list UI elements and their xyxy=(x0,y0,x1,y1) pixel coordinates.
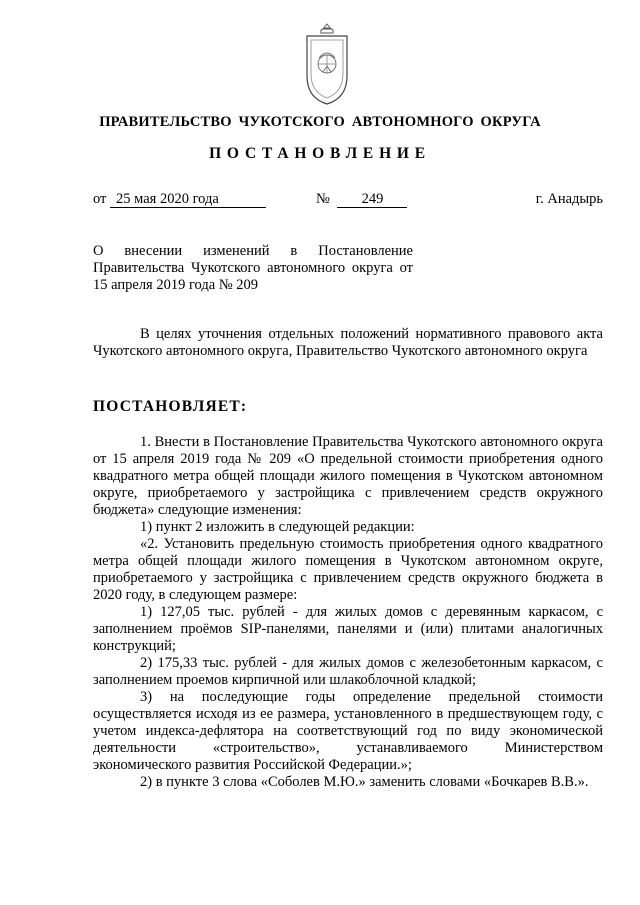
paragraph: 1) пункт 2 изложить в следующей редакции: xyxy=(140,519,415,535)
paragraph: 1) 127,05 тыс. рублей - для жилых домов с деревянным каркасом, с заполнением проёмов SIP-панелями, панелями и (или) плитами аналогичных конструкций; xyxy=(93,604,603,654)
paragraph: 2) 175,33 тыс. рублей - для жилых домов с железобетонным каркасом, с заполнением проемов кирпичной или шлакоблочной кладкой; xyxy=(93,655,603,688)
paragraph: 3) на последующие годы определение предельной стоимости осуществляется исходя из ее размера, установленного в предшествующем году, с учетом индекса-дефлятора на соответствующий год по виду экономической деятельности «строительство», устанавливаемого Министерством экономического развития Российской Федерации.»; xyxy=(93,689,603,773)
coat-of-arms-icon xyxy=(303,22,351,108)
date-prefix: от xyxy=(93,191,107,207)
preamble: В целях уточнения отдельных положений нормативного правового акта Чукотского автономного округа, Правительство Чукотского автономного округа xyxy=(93,326,603,359)
document-subject: О внесении изменений в Постановление Правительства Чукотского автономного округа от 15 апреля 2019 года № 209 xyxy=(93,243,413,293)
decree-body xyxy=(93,434,603,791)
government-name: ПРАВИТЕЛЬСТВО ЧУКОТСКОГО АВТОНОМНОГО ОКРУГА xyxy=(99,114,541,130)
preamble-block xyxy=(93,326,603,360)
paragraph: 1. Внести в Постановление Правительства Чукотского автономного округа от 15 апреля 2019 года № 209 «О предельной стоимости приобретения одного квадратного метра общей площади жилого помещения в Чукотском автономном округе, приобретаемого у застройщика с привлечением средств окружного бюджета» следующие изменения: xyxy=(93,434,603,518)
document-type: ПОСТАНОВЛЕНИЕ xyxy=(209,145,431,162)
decree-word: ПОСТАНОВЛЯЕТ: xyxy=(93,398,248,415)
document-date: 25 мая 2020 года xyxy=(110,191,266,208)
paragraph: «2. Установить предельную стоимость приобретения одного квадратного метра общей площади жилого помещения в Чукотском автономном округе, приобретаемого у застройщика с привлечением средств окружного бюджета в 2020 году, в следующем размере: xyxy=(93,536,603,603)
paragraph: 2) в пункте 3 слова «Соболев М.Ю.» заменить словами «Бочкарев В.В.». xyxy=(140,774,589,790)
date-line xyxy=(93,190,266,208)
document-place: г. Анадырь xyxy=(535,191,603,207)
number-prefix: № xyxy=(316,191,330,207)
number-line xyxy=(316,190,407,208)
document-number: 249 xyxy=(337,191,407,208)
